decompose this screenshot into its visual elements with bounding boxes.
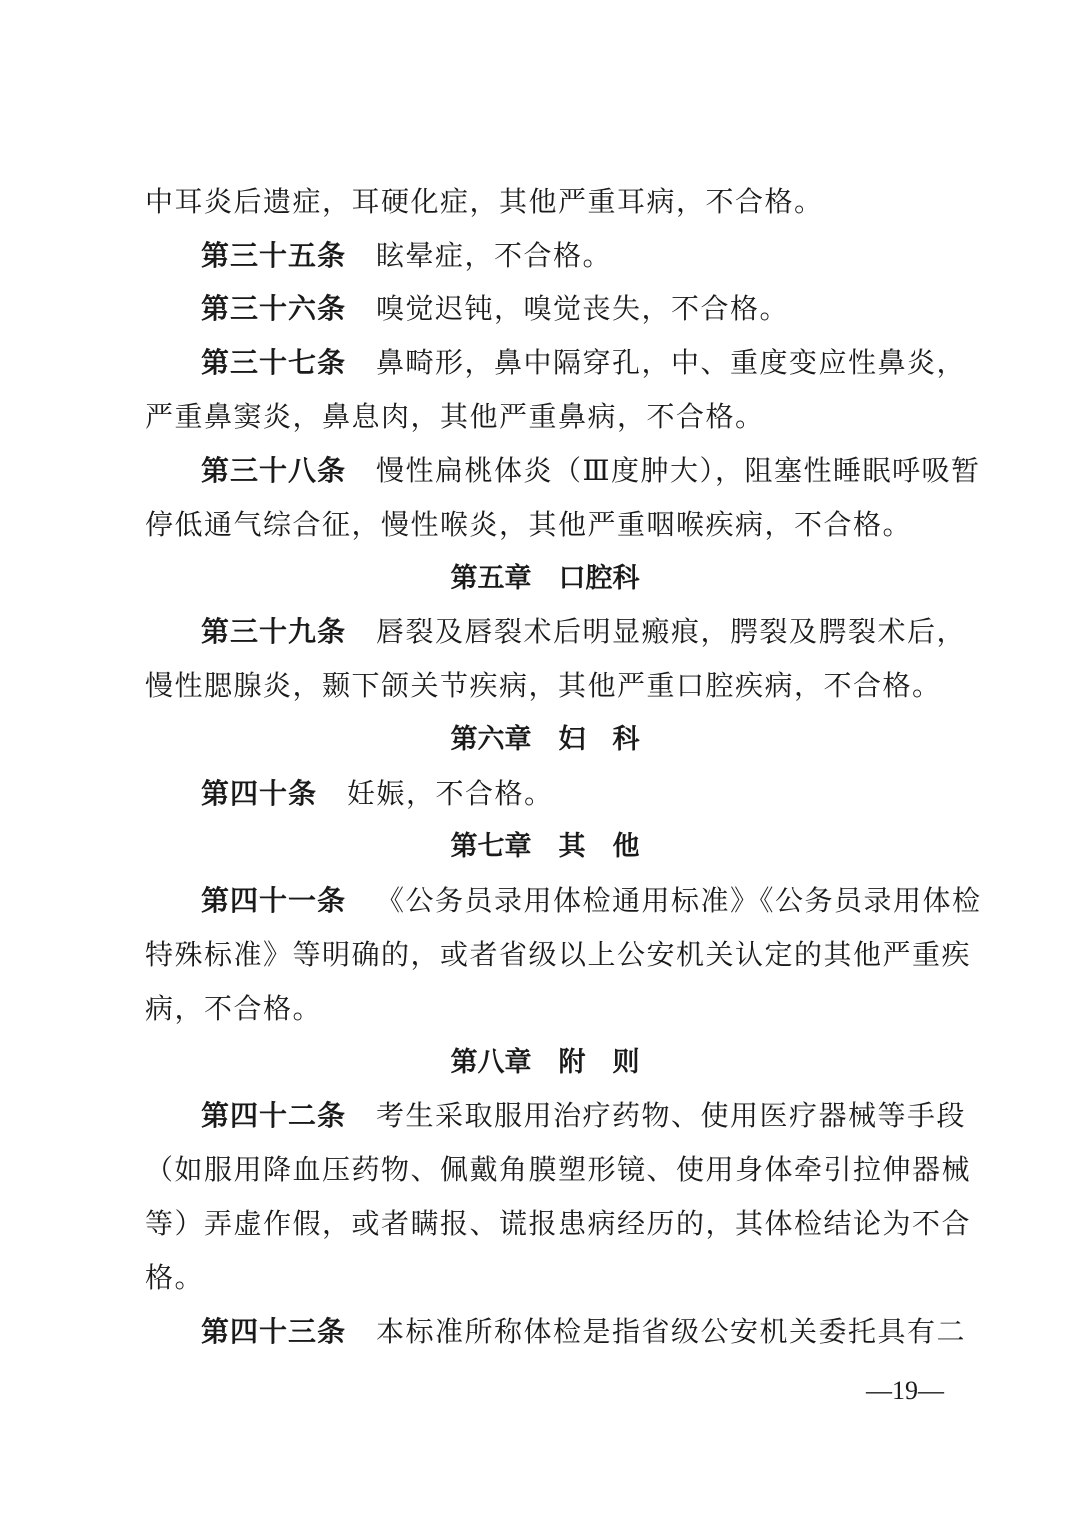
chapter-heading: 第八章 附 则	[450, 1047, 640, 1078]
article-number: 第四十一条	[201, 884, 347, 917]
text-line: 慢性腮腺炎，颞下颌关节疾病，其他严重口腔疾病，不合格。	[145, 669, 942, 702]
text-line: （如服用降血压药物、佩戴角膜塑形镜、使用身体牵引拉伸器械	[145, 1153, 972, 1186]
article-line	[201, 343, 967, 383]
article-text: 眩晕症，不合格。	[376, 239, 613, 272]
article-line	[201, 236, 945, 276]
article-text: 本标准所称体检是指省级公安机关委托具有二	[376, 1315, 967, 1348]
article-text: 嗅觉迟钝，嗅觉丧失，不合格。	[376, 292, 790, 325]
text-line: 病，不合格。	[145, 992, 323, 1025]
article-number: 第三十五条	[201, 239, 347, 272]
chapter-heading: 第七章 其 他	[450, 831, 640, 862]
article-line	[201, 774, 945, 814]
chapter-heading: 第六章 妇 科	[450, 724, 640, 755]
text-line: 严重鼻窦炎，鼻息肉，其他严重鼻病，不合格。	[145, 400, 765, 433]
article-text: 鼻畸形，鼻中隔穿孔，中、重度变应性鼻炎，	[376, 346, 967, 379]
text-line: 特殊标准》等明确的，或者省级以上公安机关认定的其他严重疾	[145, 938, 972, 971]
chapter-heading: 第五章 口腔科	[450, 563, 640, 594]
article-line	[201, 612, 967, 652]
article-line	[201, 289, 945, 329]
page-number: —19—	[866, 1376, 944, 1405]
article-number: 第四十二条	[201, 1099, 347, 1132]
article-line	[201, 881, 982, 921]
article-text: 慢性扁桃体炎（Ⅲ度肿大），阻塞性睡眠呼吸暂	[376, 454, 981, 487]
text-line: 等）弄虚作假，或者瞒报、谎报患病经历的，其体检结论为不合	[145, 1207, 972, 1240]
article-number: 第四十条	[201, 777, 318, 810]
article-number: 第四十三条	[201, 1315, 347, 1348]
article-text: 妊娠，不合格。	[347, 777, 554, 810]
article-number: 第三十七条	[201, 346, 347, 379]
article-line	[201, 1096, 967, 1136]
article-line	[201, 1312, 967, 1352]
text-line: 格。	[145, 1261, 205, 1294]
text-line: 停低通气综合征，慢性喉炎，其他严重咽喉疾病，不合格。	[145, 508, 913, 541]
article-number: 第三十八条	[201, 454, 347, 487]
text-line: 中耳炎后遗症，耳硬化症，其他严重耳病，不合格。	[145, 185, 824, 218]
article-number: 第三十六条	[201, 292, 347, 325]
article-number: 第三十九条	[201, 615, 347, 648]
article-line	[201, 451, 981, 491]
article-text: 《公务员录用体检通用标准》《公务员录用体检	[376, 884, 982, 917]
article-text: 考生采取服用治疗药物、使用医疗器械等手段	[376, 1099, 967, 1132]
article-text: 唇裂及唇裂术后明显瘢痕，腭裂及腭裂术后，	[376, 615, 967, 648]
